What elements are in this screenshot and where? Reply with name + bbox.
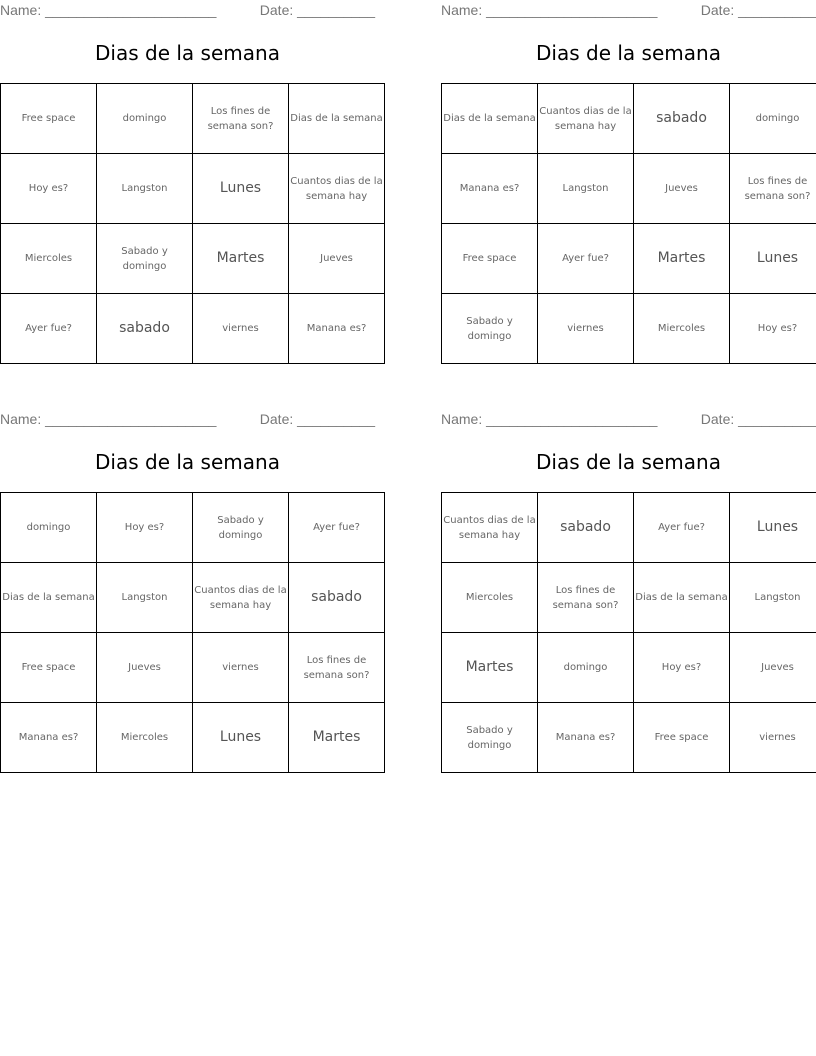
grid-cell: Cuantos dias de la semana hay: [538, 84, 634, 154]
bingo-grid: [441, 492, 816, 773]
grid-row: [1, 154, 385, 224]
grid-cell: Manana es?: [538, 703, 634, 773]
grid-cell: Manana es?: [442, 154, 538, 224]
grid-cell: Miercoles: [97, 703, 193, 773]
grid-cell: viernes: [193, 294, 289, 364]
card-header: [441, 0, 816, 22]
date-field-label: Date: __________: [700, 2, 816, 18]
grid-cell: Jueves: [289, 224, 385, 294]
grid-cell: sabado: [538, 493, 634, 563]
grid-cell: sabado: [634, 84, 730, 154]
grid-cell: Cuantos dias de la semana hay: [193, 563, 289, 633]
grid-row: [442, 563, 816, 633]
grid-cell: Ayer fue?: [538, 224, 634, 294]
grid-row: [442, 294, 816, 364]
grid-cell: Lunes: [730, 493, 816, 563]
grid-cell: Dias de la semana: [289, 84, 385, 154]
grid-cell: Los fines de semana son?: [730, 154, 816, 224]
grid-cell: Los fines de semana son?: [193, 84, 289, 154]
name-field-label: Name: ______________________: [0, 2, 217, 18]
grid-row: [1, 294, 385, 364]
grid-cell: viernes: [538, 294, 634, 364]
grid-cell: Langston: [97, 563, 193, 633]
bingo-card-2: [441, 0, 816, 342]
grid-cell: Lunes: [193, 154, 289, 224]
grid-cell: Dias de la semana: [1, 563, 97, 633]
name-field-label: Name: ______________________: [0, 411, 217, 427]
grid-cell: Dias de la semana: [442, 84, 538, 154]
bingo-grid: [441, 83, 816, 364]
grid-cell: Cuantos dias de la semana hay: [289, 154, 385, 224]
grid-row: [1, 633, 385, 703]
grid-cell: Langston: [730, 563, 816, 633]
grid-cell: Los fines de semana son?: [289, 633, 385, 703]
grid-cell: domingo: [1, 493, 97, 563]
grid-cell: Martes: [634, 224, 730, 294]
grid-cell: domingo: [97, 84, 193, 154]
grid-cell: Jueves: [97, 633, 193, 703]
grid-cell: Cuantos dias de la semana hay: [442, 493, 538, 563]
bingo-grid: [0, 83, 385, 364]
grid-cell: Free space: [634, 703, 730, 773]
grid-cell: Los fines de semana son?: [538, 563, 634, 633]
grid-cell: viernes: [193, 633, 289, 703]
grid-cell: Hoy es?: [634, 633, 730, 703]
date-field-label: Date: __________: [259, 2, 375, 18]
grid-cell: Free space: [1, 633, 97, 703]
grid-cell: Martes: [193, 224, 289, 294]
name-field-label: Name: ______________________: [441, 2, 658, 18]
grid-cell: Hoy es?: [730, 294, 816, 364]
grid-cell: Hoy es?: [1, 154, 97, 224]
grid-cell: Miercoles: [442, 563, 538, 633]
grid-cell: Langston: [538, 154, 634, 224]
grid-cell: Lunes: [730, 224, 816, 294]
grid-row: [442, 84, 816, 154]
grid-cell: sabado: [289, 563, 385, 633]
grid-cell: Sabado y domingo: [442, 294, 538, 364]
grid-cell: Jueves: [634, 154, 730, 224]
bingo-card-1: [0, 0, 383, 336]
card-header: [441, 409, 816, 431]
grid-cell: Sabado y domingo: [97, 224, 193, 294]
grid-row: [1, 224, 385, 294]
grid-cell: Manana es?: [289, 294, 385, 364]
grid-cell: Ayer fue?: [1, 294, 97, 364]
grid-cell: Martes: [289, 703, 385, 773]
grid-row: [1, 703, 385, 773]
card-title: Dias de la semana: [536, 41, 721, 65]
grid-cell: Ayer fue?: [289, 493, 385, 563]
bingo-card-3: [0, 409, 375, 745]
grid-row: [442, 493, 816, 563]
grid-cell: Langston: [97, 154, 193, 224]
grid-row: [1, 493, 385, 563]
card-title: Dias de la semana: [536, 450, 721, 474]
grid-cell: Martes: [442, 633, 538, 703]
grid-row: [442, 224, 816, 294]
grid-row: [442, 154, 816, 224]
grid-cell: sabado: [97, 294, 193, 364]
card-title: Dias de la semana: [95, 41, 280, 65]
card-header: [0, 409, 375, 431]
grid-cell: Ayer fue?: [634, 493, 730, 563]
date-field-label: Date: __________: [700, 411, 816, 427]
grid-cell: Hoy es?: [97, 493, 193, 563]
grid-cell: Miercoles: [1, 224, 97, 294]
grid-cell: domingo: [538, 633, 634, 703]
grid-row: [1, 84, 385, 154]
card-title: Dias de la semana: [95, 450, 280, 474]
grid-cell: Jueves: [730, 633, 816, 703]
card-header: [0, 0, 375, 22]
grid-cell: Miercoles: [634, 294, 730, 364]
grid-cell: Manana es?: [1, 703, 97, 773]
grid-row: [442, 703, 816, 773]
grid-row: [1, 563, 385, 633]
grid-cell: domingo: [730, 84, 816, 154]
grid-cell: Free space: [442, 224, 538, 294]
name-field-label: Name: ______________________: [441, 411, 658, 427]
grid-cell: Sabado y domingo: [193, 493, 289, 563]
bingo-card-4: [441, 409, 816, 751]
grid-cell: Free space: [1, 84, 97, 154]
grid-cell: viernes: [730, 703, 816, 773]
grid-cell: Lunes: [193, 703, 289, 773]
bingo-grid: [0, 492, 385, 773]
grid-cell: Dias de la semana: [634, 563, 730, 633]
grid-cell: Sabado y domingo: [442, 703, 538, 773]
grid-row: [442, 633, 816, 703]
date-field-label: Date: __________: [259, 411, 375, 427]
